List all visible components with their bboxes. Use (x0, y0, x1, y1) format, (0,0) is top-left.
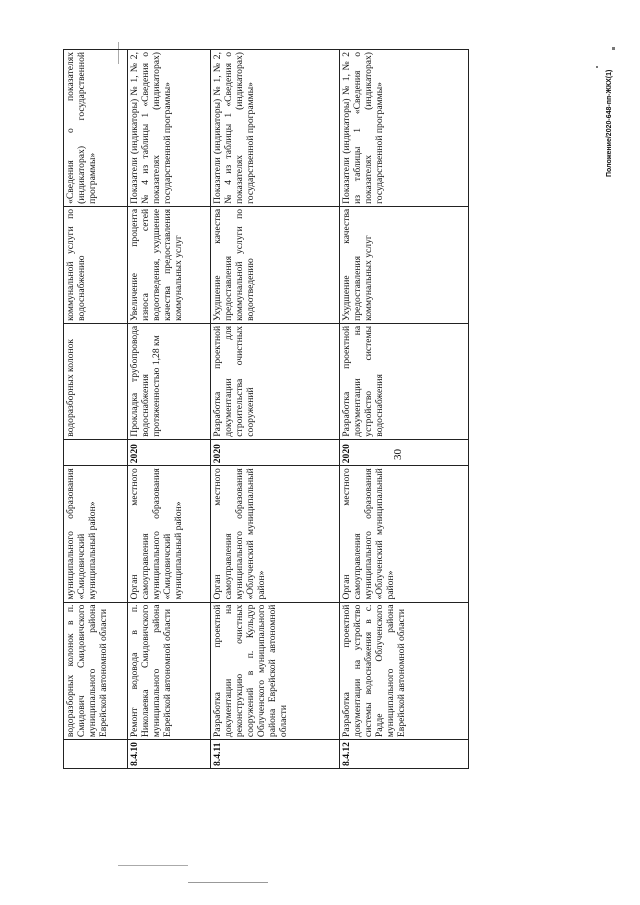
executor: Орган местного самоуправления муниципального образования «Смидовичский муниципальный район» (128, 466, 211, 602)
related-indicators: Показатели (индикаторы) № 1, № 2 из таблицы 1 «Сведения о показателях (индикаторах) государственной программы» (340, 50, 469, 207)
planned-results: Разработка проектной документации для строительства очистных сооружений (211, 323, 340, 439)
non-implementation-consequence: Ухудшение качества предоставления коммунальной услуги по водоотведению (211, 206, 340, 323)
table-row (128, 50, 211, 769)
planned-results: Прокладка трубопровода водоснабжения протяженностью 1,28 км (128, 323, 211, 439)
table-row (64, 50, 128, 769)
non-implementation-consequence: коммунальной услуги по водоснабжению (64, 206, 128, 323)
measure-name: Ремонт водовода в п. Николаевка Смидовичского муниципального района Еврейской автономной области (128, 602, 211, 740)
implementation-year: 2020 (211, 439, 340, 466)
row-number: 8.4.12 (340, 740, 469, 769)
row-number (64, 740, 128, 769)
executor: Орган местного самоуправления муниципального образования «Облученский муниципальный район» (211, 466, 340, 602)
executor: муниципального образования «Смидовичский муниципальный район» (64, 466, 128, 602)
measure-name: Разработка проектной документации на реконструкцию очистных сооружений в п. Кульдур Облученского муниципального района Еврейской автономной области (211, 602, 340, 740)
row-number: 8.4.11 (211, 740, 340, 769)
measures-table (63, 49, 469, 769)
row-number: 8.4.10 (128, 740, 211, 769)
related-indicators: «Сведения о показателях (индикаторах) государственной программы» (64, 50, 128, 207)
measure-name: водоразборных колонок в п. Смидович Смидовичского муниципального района Еврейской автономной области (64, 602, 128, 740)
page-number: 30 (392, 449, 404, 460)
related-indicators: Показатели (индикаторы) № 1, № 2, № 4 из таблицы 1 «Сведения о показателях (индикаторах) государственной программы» (128, 50, 211, 207)
table-row (340, 50, 469, 769)
implementation-year (64, 439, 128, 466)
planned-results: водоразборных колонок (64, 323, 128, 439)
implementation-year: 2020 (340, 439, 469, 466)
planned-results: Разработка проектной документации на устройство системы водоснабжения (340, 323, 469, 439)
table-row (211, 50, 340, 769)
non-implementation-consequence: Ухудшение качества предоставления коммунальных услуг (340, 206, 469, 323)
measure-name: Разработка проектной документации на устройство системы водоснабжения в с. Радде Облученского муниципального района Еврейской автономной области (340, 602, 469, 740)
related-indicators: Показатели (индикаторы) № 1, № 2, № 4 из таблицы 1 «Сведения о показателях (индикаторах) государственной программы» (211, 50, 340, 207)
implementation-year: 2020 (128, 439, 211, 466)
executor: Орган местного самоуправления муниципального образования «Облученский муниципальный район» (340, 466, 469, 602)
non-implementation-consequence: Увеличение процента износа сетей водоотведения, ухудшение качества предоставления коммунальных услуг (128, 206, 211, 323)
document-footer-code: Положение/2020-648-пп-ЖКХ(1) (606, 69, 613, 177)
